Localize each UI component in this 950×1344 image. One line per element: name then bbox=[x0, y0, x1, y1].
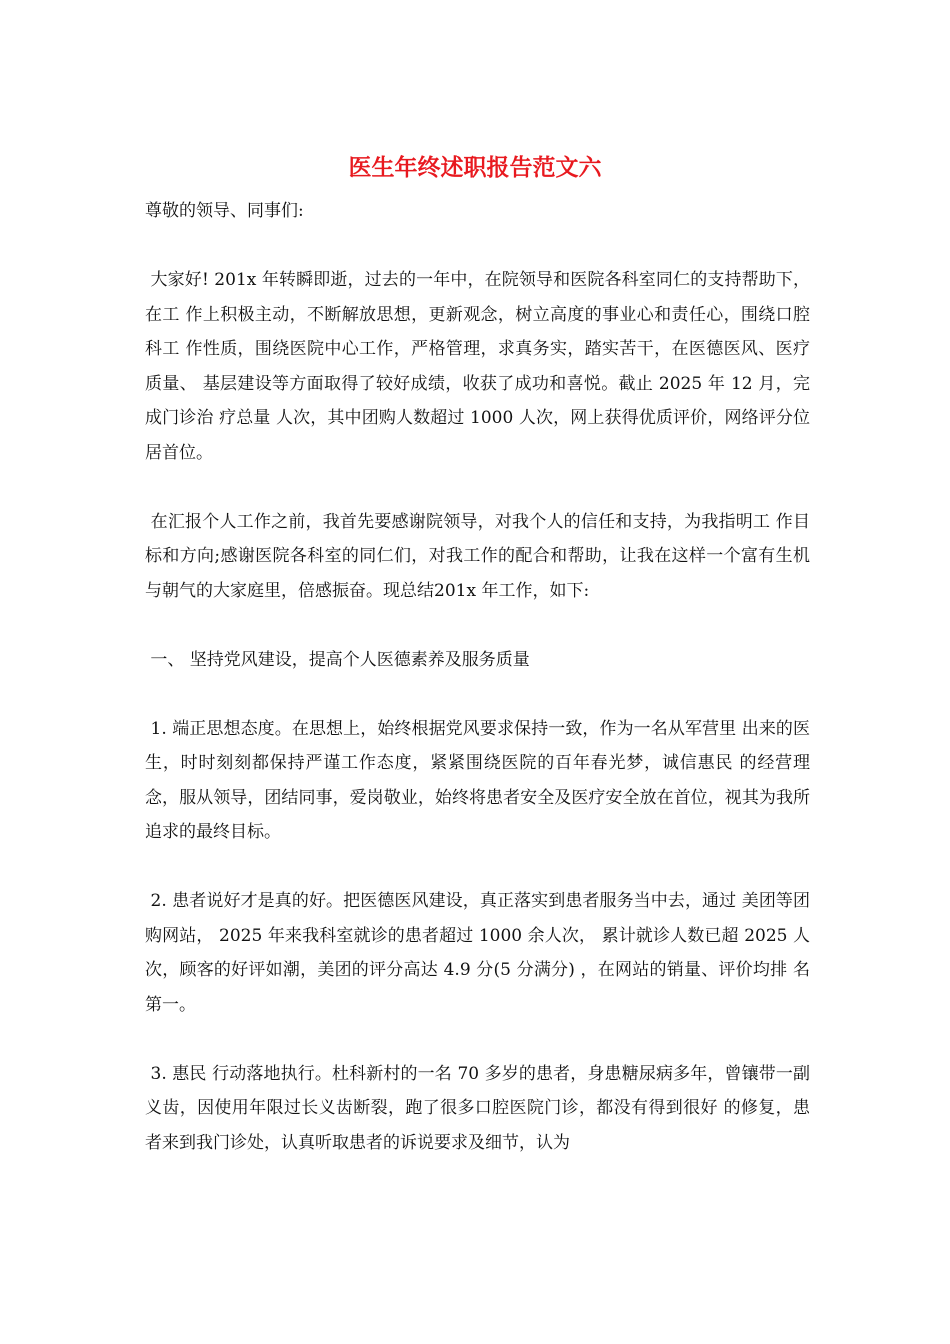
paragraph-thanks: 在汇报个人工作之前，我首先要感谢院领导，对我个人的信任和支持，为我指明工 作目标和方向;感谢医院各科室的同仁们，对我工作的配合和帮助，让我在这样一个富有生机与朝气的大家庭里，倍感振奋。现总结201x 年工作，如下: bbox=[145, 511, 811, 601]
document-body bbox=[145, 194, 810, 1195]
greeting-line: 尊敬的领导、同事们: bbox=[145, 201, 304, 221]
list-item-3: 3. 惠民 行动落地执行。杜科新村的一名 70 多岁的患者，身患糖尿病多年，曾镶带一副义齿，因使用年限过长义齿断裂，跑了很多口腔医院门诊，都没有得到很好 的修复，患者来到我门诊处，认真听取患者的诉说要求及细节，认为 bbox=[145, 1063, 811, 1153]
section-heading-1: 一、 坚持党风建设，提高个人医德素养及服务质量 bbox=[145, 649, 530, 670]
list-item-2: 2. 患者说好才是真的好。把医德医风建设，真正落实到患者服务当中去，通过 美团等团购网站， 2025 年来我科室就诊的患者超过 1000 余人次， 累计就诊人数已超 2025 人次，顾客的好评如潮，美团的评分高达 4.9 分(5 分满分) ，在网站的销量、评价均排 名第一。 bbox=[145, 891, 810, 1015]
document-title: 医生年终述职报告范文六 bbox=[348, 154, 602, 181]
paragraph-intro: 大家好! 201x 年转瞬即逝，过去的一年中，在院领导和医院各科室同仁的支持帮助下，在工 作上积极主动，不断解放思想，更新观念，树立高度的事业心和责任心，围绕口腔科工 作性质，围绕医院中心工作，严格管理，求真务实，踏实苦干，在医德医风、医疗质量、 基层建设等方面取得了较好成绩，收获了成功和喜悦。截止 2025 年 12 月，完成门诊治 疗总量 人次，其中团购人数超过 1000 人次，网上获得优质评价，网络评分位居首位。 bbox=[145, 270, 810, 463]
list-item-1: 1. 端正思想态度。在思想上，始终根据党风要求保持一致，作为一名从军营里 出来的医生，时时刻刻都保持严谨工作态度，紧紧围绕医院的百年春光梦，诚信惠民 的经营理念，服从领导，团结同事，爱岗敬业，始终将患者安全及医疗安全放在首位，视其为我所追求的最终目标。 bbox=[145, 718, 810, 842]
